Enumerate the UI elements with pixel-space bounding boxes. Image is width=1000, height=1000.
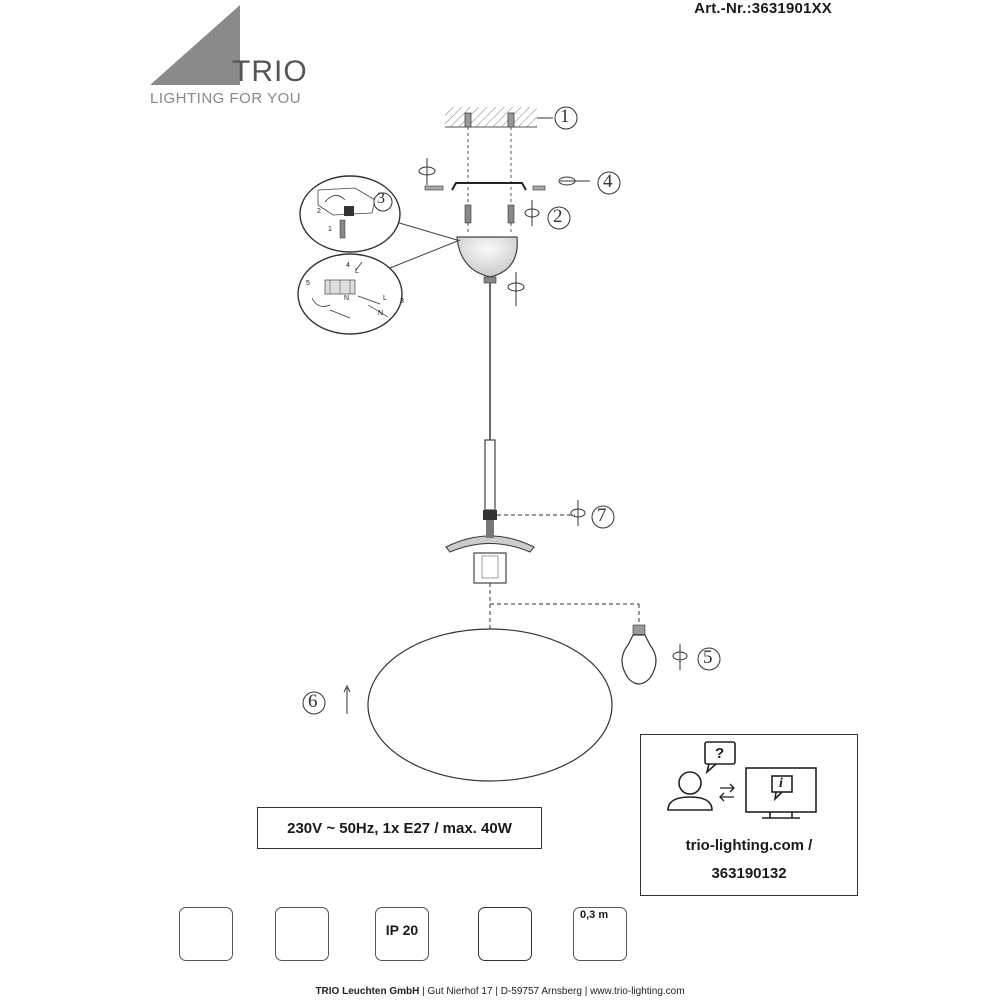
up-arrow-icon [344, 686, 350, 714]
ceiling [445, 107, 537, 127]
symbol-ip-rating [375, 907, 429, 961]
detail-label: 2 [317, 208, 321, 215]
detail-label: 1 [328, 226, 332, 233]
step-6-number: 6 [308, 691, 318, 712]
rotate-icon [419, 158, 590, 185]
mounting-bracket [425, 183, 545, 190]
detail-bubble-wiring [298, 254, 402, 334]
brand-name: TRIO [232, 55, 308, 88]
rotate-icon [525, 200, 539, 226]
detail-label: 4 [346, 262, 350, 269]
symbol-min-distance [573, 907, 627, 961]
light-bulb [622, 625, 656, 684]
info-code: 363190132 [711, 865, 787, 882]
info-box [640, 734, 858, 896]
rotate-icon [508, 272, 524, 306]
detail-label: N [378, 310, 384, 317]
brand-tagline: LIGHTING FOR YOU [150, 90, 302, 107]
detail-bubble-terminal [300, 176, 400, 252]
detail-label: 5 [306, 280, 310, 287]
shade-holder [446, 520, 534, 552]
step-4-number: 4 [603, 171, 613, 192]
footer-city: D-59757 Arnsberg [500, 986, 582, 997]
footer-company: TRIO Leuchten GmbH [315, 986, 420, 997]
footer-web[interactable]: www.trio-lighting.com [590, 986, 685, 997]
article-number: Art.-Nr.:3631901XX [694, 0, 832, 17]
canopy [457, 237, 517, 283]
ip-rating-label: IP 20 [385, 922, 419, 938]
rotate-icon [571, 500, 585, 526]
electrical-rating: 230V ~ 50Hz, 1x E27 / max. 40W [257, 807, 542, 849]
step-7-number: 7 [597, 505, 607, 526]
symbol-indoor [179, 907, 233, 961]
detail-label: L [383, 295, 387, 302]
screw-right [508, 205, 514, 223]
wall-plug-right [508, 113, 514, 127]
detail-label: N [344, 295, 350, 302]
info-mark: i [779, 776, 783, 791]
step-1-number: 1 [560, 106, 570, 127]
symbol-protection-class [275, 907, 329, 961]
glass-shade [368, 629, 612, 781]
min-distance-label: 0,3 m [580, 909, 609, 921]
symbol-ceiling-insulation [478, 907, 532, 961]
detail-label: 3 [400, 298, 404, 305]
info-url[interactable]: trio-lighting.com / [685, 837, 813, 854]
wall-plug-left [465, 113, 471, 127]
step-2-number: 2 [553, 206, 563, 227]
footer-address: Gut Nierhof 17 [427, 986, 493, 997]
question-mark: ? [715, 745, 725, 762]
step-5-number: 5 [703, 647, 713, 668]
step-3-number: 3 [377, 190, 385, 207]
screw-left [465, 205, 471, 223]
footer: TRIO Leuchten GmbH | Gut Nierhof 17 | D-59757 Arnsberg | www.trio-lighting.com [315, 986, 685, 997]
detail-label: L [355, 268, 359, 275]
rotate-icon [673, 644, 687, 670]
